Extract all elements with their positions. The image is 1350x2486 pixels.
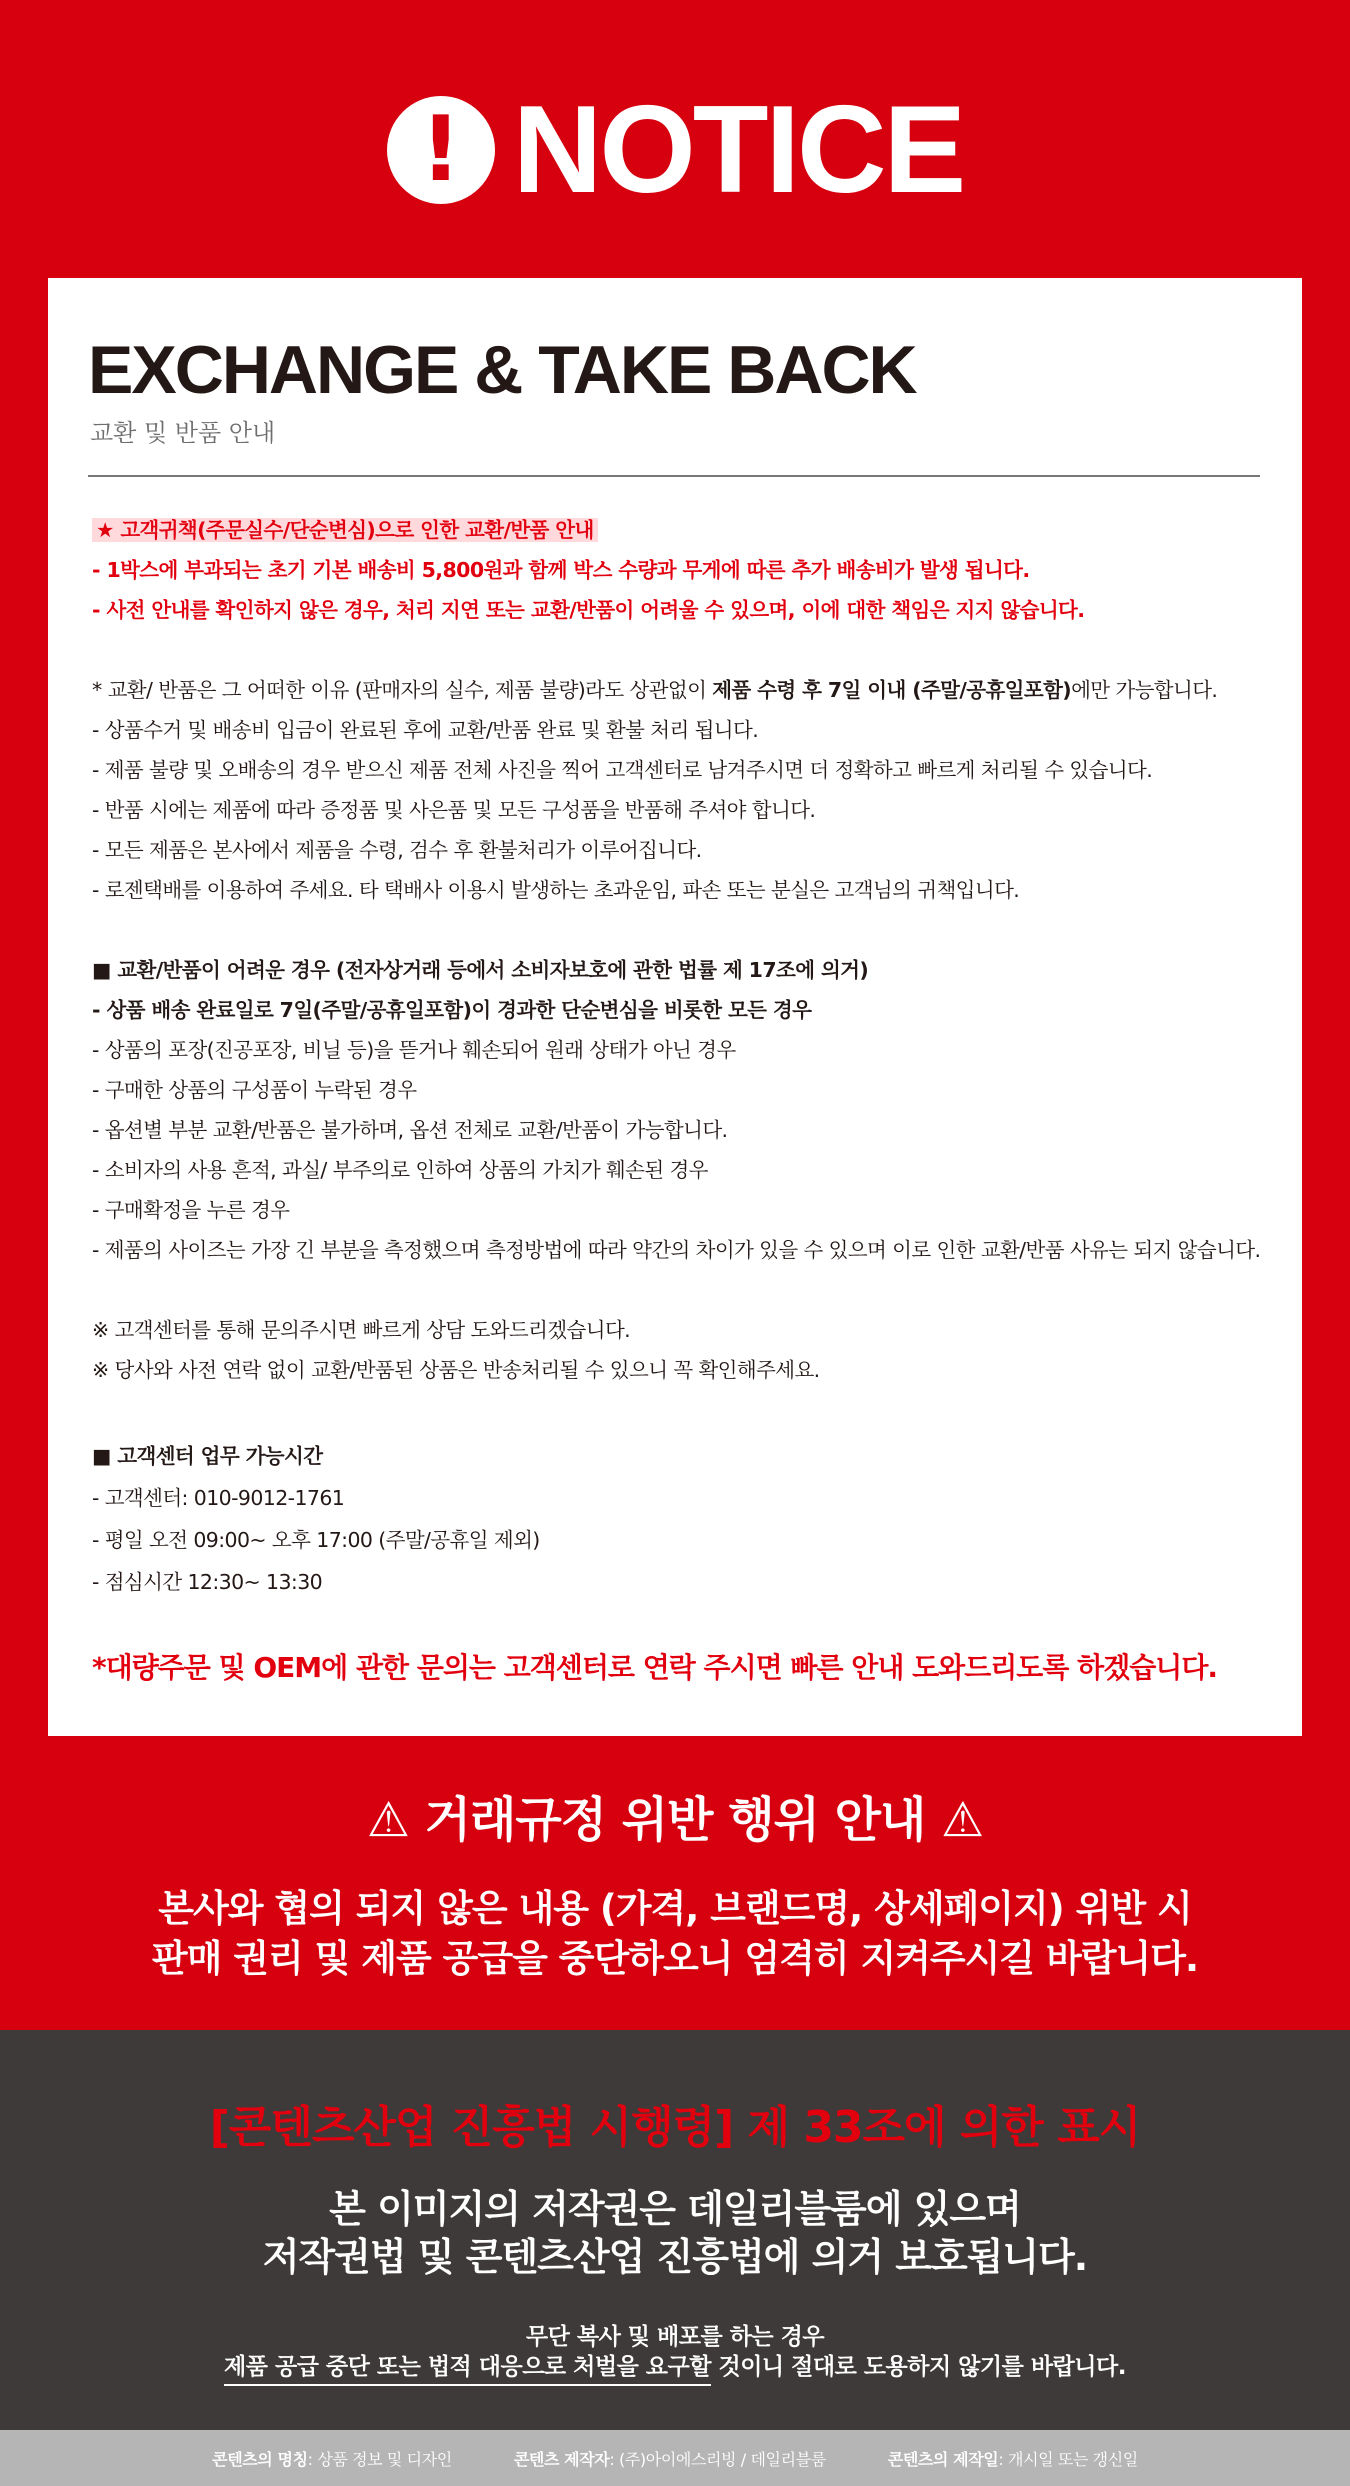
customer-center-heading: ■ 고객센터 업무 가능시간: [92, 1444, 323, 1468]
copyright-line: 저작권법 및 콘텐츠산업 진흥법에 의거 보호됩니다.: [262, 2235, 1088, 2279]
copyright-note: [0, 2322, 1350, 2386]
bulk-order-notice: *대량주문 및 OEM에 관한 문의는 고객센터로 연락 주시면 빠른 안내 도와드리도록 하겠습니다.: [92, 1651, 1218, 1684]
divider: [88, 475, 1260, 477]
policy-line: - 모든 제품은 본사에서 제품을 수령, 검수 후 환불처리가 이루어집니다.: [92, 838, 702, 862]
underlined-text: 제품 공급 중단 또는 법적 대응으로 처벌을 요구할: [224, 2352, 711, 2386]
policy-line: - 상품수거 및 배송비 입금이 완료된 후에 교환/반품 완료 및 환불 처리 됩니다.: [92, 718, 759, 742]
policy-line: - 반품 시에는 제품에 따라 증정품 및 사은품 및 모든 구성품을 반품해 주셔야 합니다.: [92, 798, 816, 822]
policy-line: - 제품 불량 및 오배송의 경우 받으신 제품 전체 사진을 찍어 고객센터로 남겨주시면 더 정확하고 빠르게 처리될 수 있습니다.: [92, 758, 1153, 782]
shipping-fee-notice: - 1박스에 부과되는 초기 기본 배송비 5,800원과 함께 박스 수량과 무게에 따른 추가 배송비가 발생 됩니다.: [92, 558, 1030, 582]
note-line: ※ 당사와 사전 연락 없이 교환/반품된 상품은 반송처리될 수 있으니 꼭 확인해주세요.: [92, 1358, 820, 1382]
warning-icon: ⚠: [941, 1792, 984, 1848]
content-maker: 콘텐츠 제작자: (주)아이에스리빙 / 데일리블룸: [513, 2449, 826, 2469]
responsibility-notice: - 사전 안내를 확인하지 않은 경우, 처리 지연 또는 교환/반품이 어려울 수 있으며, 이에 대한 책임은 지지 않습니다.: [92, 598, 1085, 622]
warning-icon: ⚠: [366, 1792, 409, 1848]
customer-fault-highlight: ★ 고객귀책(주문실수/단순변심)으로 인한 교환/반품 안내: [92, 518, 598, 542]
customer-center-phone: - 고객센터: 010-9012-1761: [92, 1486, 345, 1510]
restriction-line: - 상품 배송 완료일로 7일(주말/공휴일포함)이 경과한 단순변심을 비롯한 모든 경우: [92, 998, 812, 1022]
policy-line: * 교환/ 반품은 그 어떠한 이유 (판매자의 실수, 제품 불량)라도 상관없이 제품 수령 후 7일 이내 (주말/공휴일포함)에만 가능합니다.: [92, 678, 1218, 702]
trade-rule-line: 본사와 협의 되지 않은 내용 (가격, 브랜드명, 상세페이지) 위반 시: [158, 1887, 1192, 1930]
restriction-heading: ■ 교환/반품이 어려운 경우 (전자상거래 등에서 소비자보호에 관한 법률 제 17조에 의거): [92, 958, 869, 982]
customer-center-lunch: - 점심시간 12:30~ 13:30: [92, 1570, 323, 1594]
copyright-section: [0, 2030, 1350, 2430]
copyright-body: [0, 2185, 1350, 2281]
law-title: [콘텐츠산업 진흥법 시행령] 제 33조에 의한 표시: [209, 2102, 1141, 2153]
exclamation-icon: !: [387, 96, 495, 204]
exchange-card: [48, 278, 1302, 1736]
content-date: 콘텐츠의 제작일: 개시일 또는 갱신일: [887, 2449, 1138, 2469]
trade-rule-title: 거래규정 위반 행위 안내: [424, 1792, 926, 1848]
restriction-line: - 구매한 상품의 구성품이 누락된 경우: [92, 1078, 417, 1102]
note-line: ※ 고객센터를 통해 문의주시면 빠르게 상담 도와드리겠습니다.: [92, 1318, 631, 1342]
copyright-note-line: 제품 공급 중단 또는 법적 대응으로 처벌을 요구할 것이니 절대로 도용하지 않기를 바랍니다.: [0, 2352, 1350, 2386]
content-name: 콘텐츠의 명칭: 상품 정보 및 디자인: [212, 2449, 452, 2469]
content-info-bar: [0, 2430, 1350, 2486]
restriction-line: - 제품의 사이즈는 가장 긴 부분을 측정했으며 측정방법에 따라 약간의 차이가 있을 수 있으며 이로 인한 교환/반품 사유는 되지 않습니다.: [92, 1238, 1261, 1262]
trade-rule-heading: [0, 1788, 1350, 1852]
trade-rule-line: 판매 권리 및 제품 공급을 중단하오니 엄격히 지켜주시길 바랍니다.: [151, 1937, 1199, 1980]
restriction-line: - 상품의 포장(진공포장, 비닐 등)을 뜯거나 훼손되어 원래 상태가 아닌 경우: [92, 1038, 736, 1062]
trade-rule-body: [0, 1884, 1350, 1984]
customer-center-block: [92, 1435, 1282, 1603]
exchange-subtitle: 교환 및 반품 안내: [90, 419, 276, 447]
copyright-line: 본 이미지의 저작권은 데일리블룸에 있으며: [329, 2187, 1021, 2231]
notice-title: NOTICE: [512, 81, 964, 219]
copyright-note-line: 무단 복사 및 배포를 하는 경우: [525, 2324, 825, 2350]
exchange-title: EXCHANGE & TAKE BACK: [88, 332, 916, 408]
exchange-policy-list: [92, 510, 1282, 1390]
notice-header: [0, 81, 1350, 219]
policy-line: - 로젠택배를 이용하여 주세요. 타 택배사 이용시 발생하는 초과운임, 파손 또는 분실은 고객님의 귀책입니다.: [92, 878, 1020, 902]
restriction-line: - 옵션별 부분 교환/반품은 불가하며, 옵션 전체로 교환/반품이 가능합니다.: [92, 1118, 728, 1142]
restriction-line: - 소비자의 사용 흔적, 과실/ 부주의로 인하여 상품의 가치가 훼손된 경우: [92, 1158, 708, 1182]
customer-center-hours: - 평일 오전 09:00~ 오후 17:00 (주말/공휴일 제외): [92, 1528, 540, 1552]
restriction-line: - 구매확정을 누른 경우: [92, 1198, 290, 1222]
